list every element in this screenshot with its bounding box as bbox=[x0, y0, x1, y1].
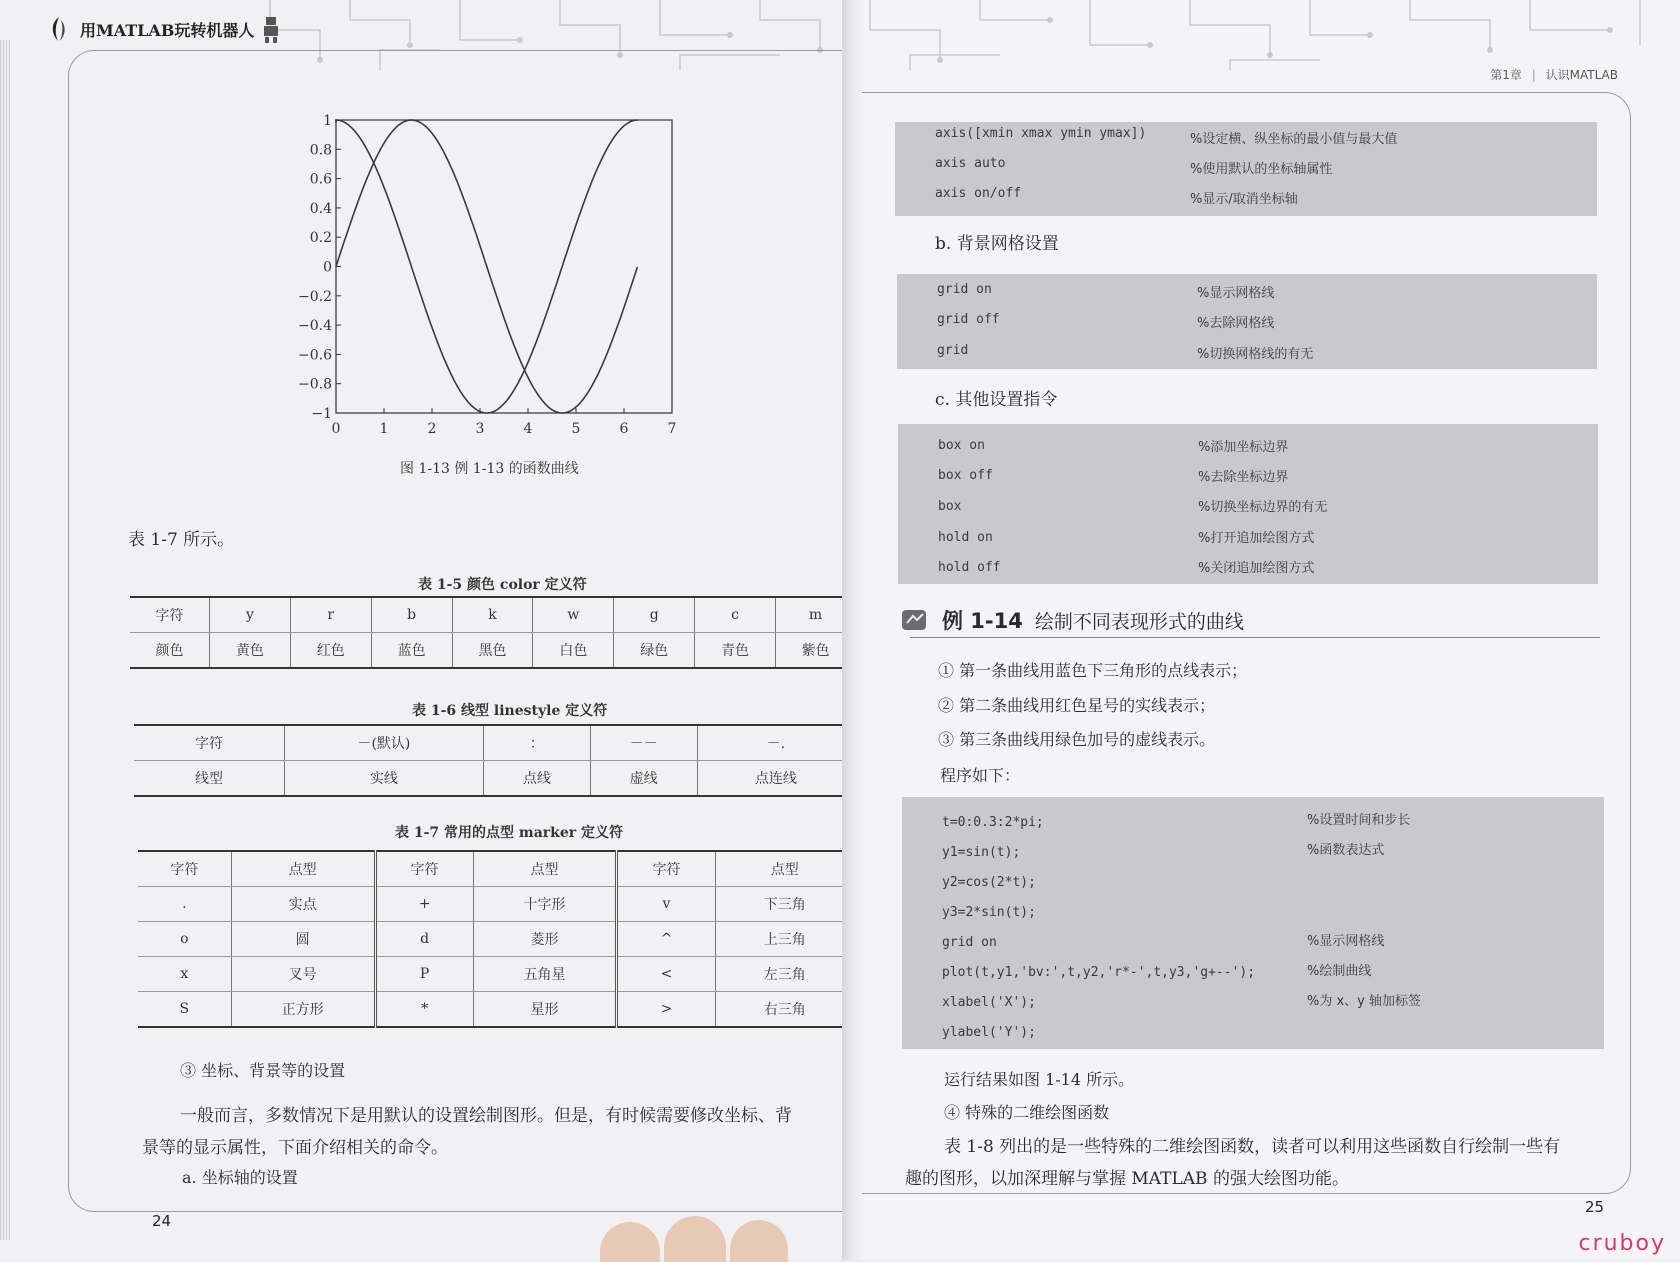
function-curve-chart bbox=[280, 105, 700, 445]
section-3-heading: ③ 坐标、背景等的设置 bbox=[180, 1061, 346, 1080]
table-cell: r bbox=[290, 597, 371, 633]
table-cell: 点线 bbox=[483, 761, 590, 797]
table-cell: > bbox=[617, 992, 715, 1028]
robot-icon bbox=[260, 15, 282, 43]
left-page-number: 24 bbox=[152, 1212, 172, 1230]
table-cell: 字符 bbox=[375, 851, 473, 887]
result-line: 运行结果如图 1-14 所示。 bbox=[944, 1070, 1135, 1089]
code-comment: %关闭追加绘图方式 bbox=[1198, 561, 1315, 576]
paragraph-line-2: 景等的显示属性，下面介绍相关的命令。 bbox=[142, 1138, 448, 1158]
table-cell: 虚线 bbox=[590, 761, 697, 797]
table-cell: * bbox=[375, 992, 473, 1028]
chapter-title: 认识MATLAB bbox=[1545, 68, 1618, 82]
x-tick-label: 1 bbox=[379, 421, 389, 437]
code-line: axis auto bbox=[935, 156, 1006, 171]
table-cell: k bbox=[452, 597, 533, 633]
code-comment: %为 x、y 轴加标签 bbox=[1307, 994, 1422, 1009]
table-cell: 字符 bbox=[617, 851, 715, 887]
code-line: hold off bbox=[938, 560, 1001, 575]
x-tick-label: 4 bbox=[523, 421, 533, 437]
table-cell: 圆 bbox=[231, 922, 375, 957]
figure-caption: 图 1-13 例 1-13 的函数曲线 bbox=[400, 461, 579, 477]
code-line: ylabel('Y'); bbox=[942, 1025, 1036, 1040]
table-row bbox=[138, 887, 850, 922]
subheading-a: a. 坐标轴的设置 bbox=[182, 1168, 298, 1187]
table-1-7-caption: 表 1-7 常用的点型 marker 定义符 bbox=[395, 825, 624, 841]
table-cell: 星形 bbox=[473, 992, 617, 1028]
table-cell: ^ bbox=[617, 922, 715, 957]
subheading-c: c. 其他设置指令 bbox=[935, 390, 1058, 410]
code-comment: %函数表达式 bbox=[1307, 843, 1385, 858]
code-line: y2=cos(2*t); bbox=[942, 875, 1036, 890]
y-tick-label: 1 bbox=[323, 113, 332, 129]
code-comment: %切换坐标边界的有无 bbox=[1198, 500, 1328, 515]
x-tick-label: 7 bbox=[667, 421, 677, 437]
paragraph-line-1: 一般而言，多数情况下是用默认的设置绘制图形。但是，有时候需要修改坐标、背 bbox=[180, 1106, 792, 1126]
x-tick-label: 6 bbox=[619, 421, 629, 437]
table-cell: o bbox=[138, 922, 231, 957]
code-comment: %使用默认的坐标轴属性 bbox=[1190, 162, 1333, 177]
table-cell: < bbox=[617, 957, 715, 992]
example-heading bbox=[900, 605, 1244, 635]
code-line: axis([xmin xmax ymin ymax]) bbox=[935, 126, 1147, 141]
table-cell: 黄色 bbox=[209, 633, 290, 669]
plot-area bbox=[336, 120, 672, 413]
subheading-b: b. 背景网格设置 bbox=[935, 234, 1059, 254]
code-line: y3=2*sin(t); bbox=[942, 905, 1036, 920]
table-cell: 十字形 bbox=[473, 887, 617, 922]
y-tick-label: −1 bbox=[311, 406, 332, 422]
table-cell: 正方形 bbox=[231, 992, 375, 1028]
code-line: xlabel('X'); bbox=[942, 995, 1036, 1010]
sin-curve bbox=[336, 120, 637, 413]
y-tick-label: −0.8 bbox=[298, 376, 332, 393]
code-line: y1=sin(t); bbox=[942, 845, 1021, 860]
x-tick-label: 2 bbox=[427, 421, 437, 437]
code-comment: %显示网格线 bbox=[1307, 934, 1385, 949]
table-row bbox=[134, 761, 850, 797]
table-cell: 颜色 bbox=[130, 633, 209, 669]
y-tick-label: −0.2 bbox=[298, 288, 332, 305]
table-cell: 上三角 bbox=[715, 922, 850, 957]
paragraph-line-1: 表 1-8 列出的是一些特殊的二维绘图函数，读者可以利用这些函数自行绘制一些有 bbox=[944, 1137, 1561, 1157]
table-cell: b bbox=[371, 597, 452, 633]
table-cell: . bbox=[138, 887, 231, 922]
list-item: ③ 第三条曲线用绿色加号的虚线表示。 bbox=[938, 730, 1216, 749]
list-item: ② 第二条曲线用红色星号的实线表示； bbox=[938, 696, 1216, 715]
table-cell: 下三角 bbox=[715, 887, 850, 922]
table-cell: 字符 bbox=[138, 851, 231, 887]
section-4-heading: ④ 特殊的二维绘图函数 bbox=[944, 1103, 1110, 1122]
intro-line: 表 1-7 所示。 bbox=[128, 530, 235, 550]
code-comment: %去除网格线 bbox=[1197, 316, 1275, 331]
table-1-7 bbox=[138, 850, 850, 1028]
table-cell: 白色 bbox=[533, 633, 614, 669]
table-cell: ： bbox=[483, 725, 590, 761]
table-row bbox=[130, 633, 850, 669]
table-cell: + bbox=[375, 887, 473, 922]
code-comment: %切换网格线的有无 bbox=[1197, 347, 1314, 362]
table-cell: 点型 bbox=[231, 851, 375, 887]
code-comment: %添加坐标边界 bbox=[1198, 440, 1289, 455]
code-comment: %显示/取消坐标轴 bbox=[1190, 192, 1298, 207]
watermark: cruboy bbox=[1578, 1231, 1666, 1256]
y-tick-label: 0 bbox=[323, 259, 332, 276]
code-comment: %设置时间和步长 bbox=[1307, 813, 1411, 828]
table-cell: P bbox=[375, 957, 473, 992]
code-comment: %打开追加绘图方式 bbox=[1198, 531, 1315, 546]
list-item: ① 第一条曲线用蓝色下三角形的点线表示； bbox=[938, 661, 1248, 680]
y-tick-label: 0.4 bbox=[309, 200, 332, 217]
table-row bbox=[138, 957, 850, 992]
book-header bbox=[44, 14, 282, 44]
table-cell: 右三角 bbox=[715, 992, 850, 1028]
table-cell: 左三角 bbox=[715, 957, 850, 992]
table-row bbox=[134, 725, 850, 761]
y-tick-label: 0.2 bbox=[309, 230, 332, 247]
axis-code-block bbox=[895, 122, 1597, 216]
table-row bbox=[138, 922, 850, 957]
table-cell: c bbox=[695, 597, 776, 633]
table-cell: m bbox=[775, 597, 850, 633]
other-code-block bbox=[898, 424, 1598, 584]
table-cell: 黑色 bbox=[452, 633, 533, 669]
table-cell: －(默认) bbox=[285, 725, 484, 761]
code-line: box on bbox=[938, 438, 985, 453]
table-cell: 紫色 bbox=[775, 633, 850, 669]
page-edges bbox=[0, 40, 10, 1240]
code-comment: %绘制曲线 bbox=[1307, 964, 1372, 979]
table-cell: 菱形 bbox=[473, 922, 617, 957]
chapter-number: 第1章 bbox=[1490, 68, 1522, 82]
code-line: grid on bbox=[942, 935, 997, 950]
table-cell: 五角星 bbox=[473, 957, 617, 992]
code-line: plot(t,y1,'bv:',t,y2,'r*-',t,y3,'g+--'); bbox=[942, 965, 1256, 980]
table-cell: 红色 bbox=[290, 633, 371, 669]
code-line: t=0:0.3:2*pi; bbox=[942, 815, 1044, 830]
program-intro: 程序如下： bbox=[940, 766, 1021, 785]
table-cell: 蓝色 bbox=[371, 633, 452, 669]
code-line: grid on bbox=[937, 282, 992, 297]
table-cell: d bbox=[375, 922, 473, 957]
y-tick-label: 0.8 bbox=[309, 142, 332, 159]
table-cell: S bbox=[138, 992, 231, 1028]
y-tick-label: −0.6 bbox=[298, 347, 332, 364]
chapter-header: 第1章 | 认识MATLAB bbox=[1490, 68, 1618, 82]
table-cell: 青色 bbox=[695, 633, 776, 669]
right-page-number: 25 bbox=[1585, 1198, 1605, 1216]
book-gutter bbox=[842, 0, 862, 1260]
book-title: 用MATLAB玩转机器人 bbox=[80, 20, 255, 40]
code-comment: %显示网格线 bbox=[1197, 286, 1275, 301]
example-icon bbox=[900, 607, 930, 633]
table-cell: 点型 bbox=[473, 851, 617, 887]
table-row bbox=[138, 992, 850, 1028]
code-line: box off bbox=[938, 468, 993, 483]
table-1-6 bbox=[134, 724, 850, 797]
table-cell: －. bbox=[697, 725, 850, 761]
table-cell: v bbox=[617, 887, 715, 922]
table-1-5-caption: 表 1-5 颜色 color 定义符 bbox=[418, 577, 587, 593]
y-tick-label: 0.6 bbox=[309, 171, 332, 188]
paragraph-line-2: 趣的图形，以加深理解与掌握 MATLAB 的强大绘图功能。 bbox=[905, 1169, 1349, 1189]
table-cell: w bbox=[533, 597, 614, 633]
table-cell: y bbox=[209, 597, 290, 633]
x-tick-label: 3 bbox=[475, 421, 485, 437]
table-cell: g bbox=[614, 597, 695, 633]
table-cell: 绿色 bbox=[614, 633, 695, 669]
table-cell: 字符 bbox=[130, 597, 209, 633]
table-cell: 字符 bbox=[134, 725, 285, 761]
y-tick-label: −0.4 bbox=[298, 318, 332, 335]
table-cell: 实线 bbox=[285, 761, 484, 797]
table-cell: －－ bbox=[590, 725, 697, 761]
table-cell: 线型 bbox=[134, 761, 285, 797]
code-line: axis on/off bbox=[935, 186, 1022, 201]
x-tick-label: 5 bbox=[571, 421, 581, 437]
table-cell: x bbox=[138, 957, 231, 992]
code-comment: %设定横、纵坐标的最小值与最大值 bbox=[1190, 132, 1398, 147]
book-logo-icon bbox=[44, 14, 74, 44]
grid-code-block bbox=[897, 274, 1597, 369]
table-cell: 叉号 bbox=[231, 957, 375, 992]
example-number: 例 1-14 bbox=[942, 609, 1023, 633]
code-line: grid bbox=[937, 343, 969, 358]
table-cell: 实点 bbox=[231, 887, 375, 922]
program-code-block bbox=[902, 797, 1604, 1049]
code-line: hold on bbox=[938, 530, 993, 545]
table-row bbox=[138, 851, 850, 887]
code-comment: %去除坐标边界 bbox=[1198, 470, 1289, 485]
table-1-5 bbox=[130, 596, 850, 669]
code-line: grid off bbox=[937, 312, 1000, 327]
table-1-6-caption: 表 1-6 线型 linestyle 定义符 bbox=[412, 703, 608, 719]
code-line: box bbox=[938, 499, 962, 514]
example-divider bbox=[910, 637, 1600, 638]
circuit-pattern-decoration bbox=[850, 0, 1680, 70]
table-cell: 点连线 bbox=[697, 761, 850, 797]
table-row bbox=[130, 597, 850, 633]
example-title: 绘制不同表现形式的曲线 bbox=[1034, 610, 1244, 633]
x-tick-label: 0 bbox=[331, 421, 341, 437]
table-cell: 点型 bbox=[715, 851, 850, 887]
